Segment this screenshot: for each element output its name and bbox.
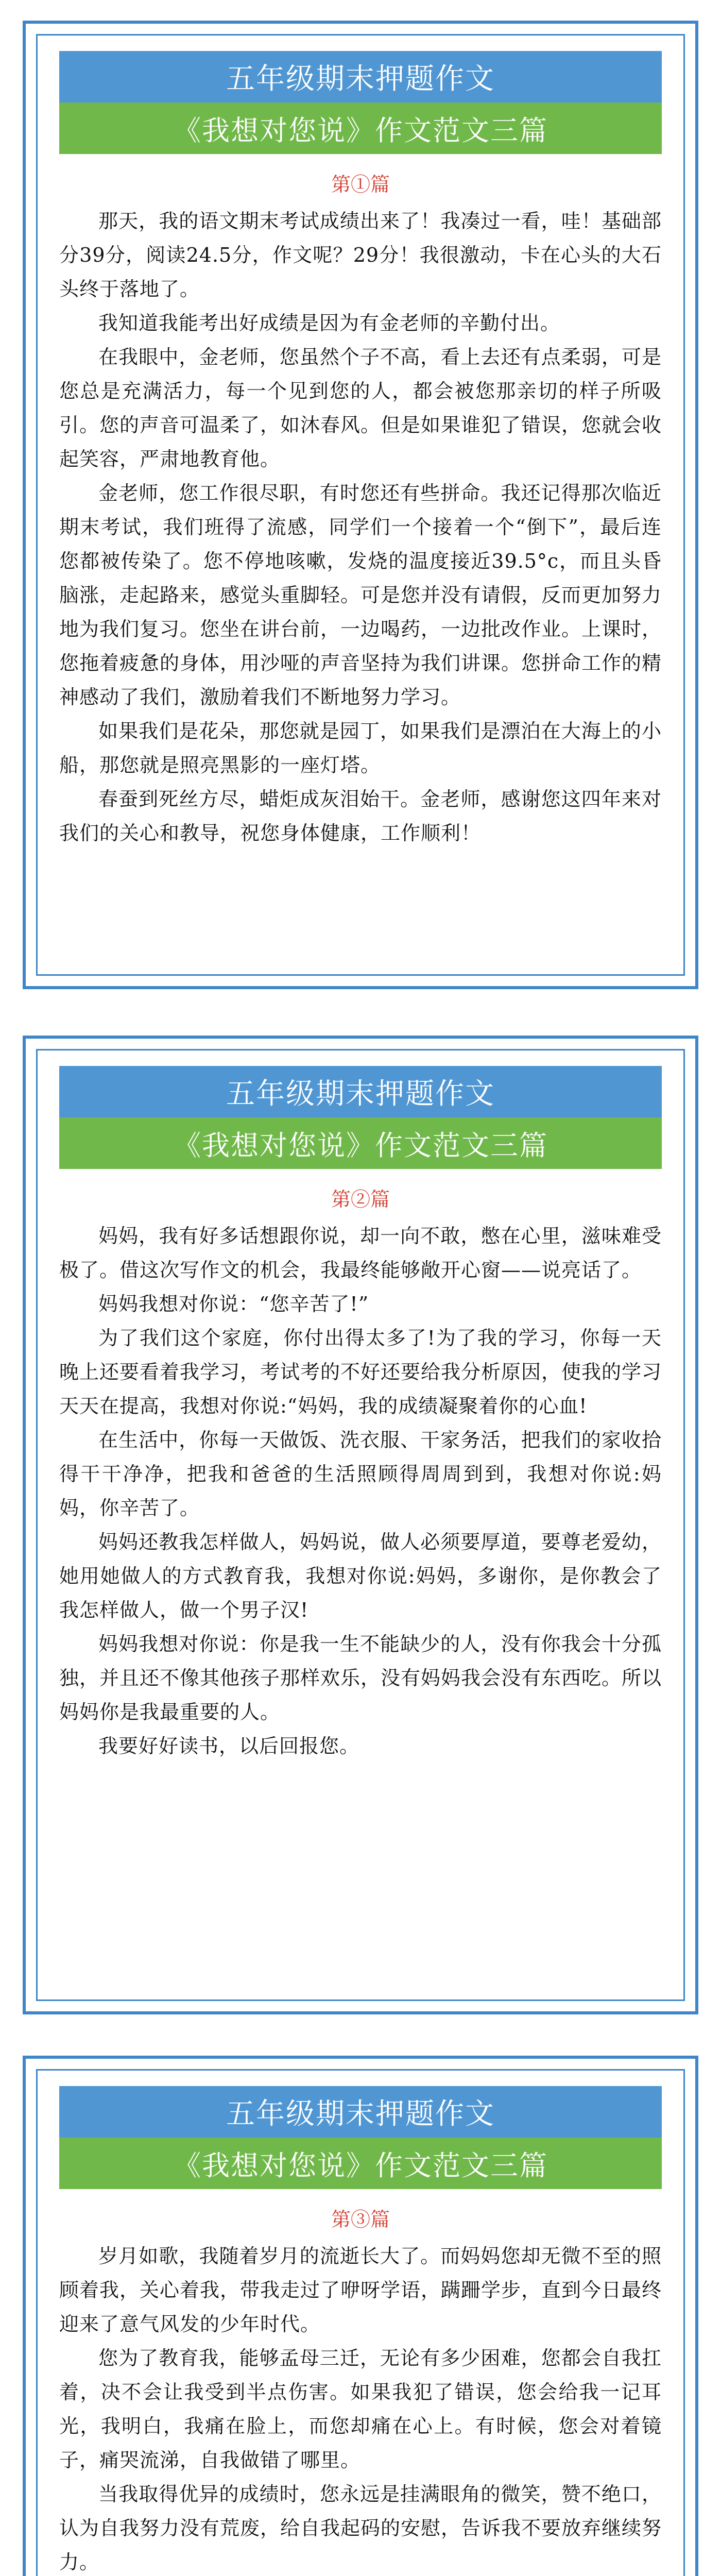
paragraph: 我知道我能考出好成绩是因为有金老师的辛勤付出。 (98, 312, 561, 334)
paragraph: 在我眼中，金老师，您虽然个子不高，看上去还有点柔弱，可是您总是充满活力，每一个见到您的人，都会被您那亲切的样子所吸引。您的声音可温柔了，如沐春风。但是如果谁犯了错误，您就会收起笑容，严肃地教育他。 (59, 346, 662, 470)
essay-card-frame (36, 2069, 685, 2576)
paragraph: 岁月如歌，我随着岁月的流逝长大了。而妈妈您却无微不至的照顾着我，关心着我，带我走过了咿呀学语，蹒跚学步，直到今日最终迎来了意气风发的少年时代。 (59, 2245, 662, 2335)
essay-card-1 (23, 21, 698, 989)
essay-label: 第③篇 (331, 2208, 390, 2231)
paragraph: 妈妈我想对你说：你是我一生不能缺少的人，没有你我会十分孤独，并且还不像其他孩子那样欢乐，没有妈妈我会没有东西吃。所以妈妈你是我最重要的人。 (59, 1633, 662, 1723)
essay-label: 第①篇 (331, 173, 390, 196)
paragraph: 春蚕到死丝方尽，蜡炬成灰泪始干。金老师，感谢您这四年来对我们的关心和教导，祝您身体健康，工作顺利！ (59, 788, 662, 844)
paragraph: 当我取得优异的成绩时，您永远是挂满眼角的微笑，赞不绝口，认为自我努力没有荒废，给自我起码的安慰，告诉我不要放弃继续努力。 (59, 2483, 662, 2573)
heading-banner: 五年级期末押题作文 (59, 2086, 662, 2138)
paragraph: 那天，我的语文期末考试成绩出来了！我凑过一看，哇！基础部分39分，阅读24.5分，作文呢？29分！我很激动，卡在心头的大石头终于落地了。 (59, 210, 662, 300)
paragraph: 在生活中，你每一天做饭、洗衣服、干家务活，把我们的家收拾得干干净净，把我和爸爸的生活照顾得周周到到，我想对你说:妈妈，你辛苦了。 (59, 1429, 662, 1519)
subheading-banner: 《我想对您说》作文范文三篇 (59, 1117, 662, 1169)
paragraph: 您为了教育我，能够孟母三迁，无论有多少困难，您都会自我扛着，决不会让我受到半点伤害。如果我犯了错误，您会给我一记耳光，我明白，我痛在脸上，而您却痛在心上。有时候，您会对着镜子，痛哭流涕，自我做错了哪里。 (59, 2347, 662, 2471)
subheading-banner: 《我想对您说》作文范文三篇 (59, 2138, 662, 2189)
paragraph: 为了我们这个家庭，你付出得太多了!为了我的学习，你每一天晚上还要看着我学习，考试考的不好还要给我分析原因，使我的学习天天在提高，我想对你说:“妈妈，我的成绩凝聚着你的心血! (59, 1327, 662, 1417)
essay-body (59, 2239, 662, 2576)
essay-body (59, 204, 662, 850)
subheading-banner: 《我想对您说》作文范文三篇 (59, 103, 662, 154)
essay-card-frame (36, 34, 685, 976)
essay-label: 第②篇 (331, 1188, 390, 1211)
essay-card-frame (36, 1049, 685, 2001)
heading-banner: 五年级期末押题作文 (59, 1066, 662, 1117)
paragraph: 妈妈还教我怎样做人，妈妈说，做人必须要厚道，要尊老爱幼，她用她做人的方式教育我，我想对你说:妈妈，多谢你，是你教会了我怎样做人，做一个男子汉! (59, 1531, 662, 1621)
paragraph: 如果我们是花朵，那您就是园丁，如果我们是漂泊在大海上的小船，那您就是照亮黑影的一座灯塔。 (59, 720, 662, 776)
essay-card-3 (23, 2056, 698, 2576)
paragraph: 金老师，您工作很尽职，有时您还有些拼命。我还记得那次临近期末考试，我们班得了流感，同学们一个接着一个“倒下”，最后连您都被传染了。您不停地咳嗽，发烧的温度接近39.5°c，而且头昏脑涨，走起路来，感觉头重脚轻。可是您并没有请假，反而更加努力地为我们复习。您坐在讲台前，一边喝药，一边批改作业。上课时，您拖着疲惫的身体，用沙哑的声音坚持为我们讲课。您拼命工作的精神感动了我们，激励着我们不断地努力学习。 (59, 482, 662, 708)
essay-body (59, 1219, 662, 1763)
paragraph: 妈妈，我有好多话想跟你说，却一向不敢，憋在心里，滋味难受极了。借这次写作文的机会，我最终能够敞开心窗——说亮话了。 (59, 1225, 662, 1281)
paragraph: 我要好好读书，以后回报您。 (98, 1735, 360, 1757)
essay-card-2 (23, 1036, 698, 2014)
heading-banner: 五年级期末押题作文 (59, 51, 662, 103)
paragraph: 妈妈我想对你说：“您辛苦了!” (98, 1293, 369, 1315)
